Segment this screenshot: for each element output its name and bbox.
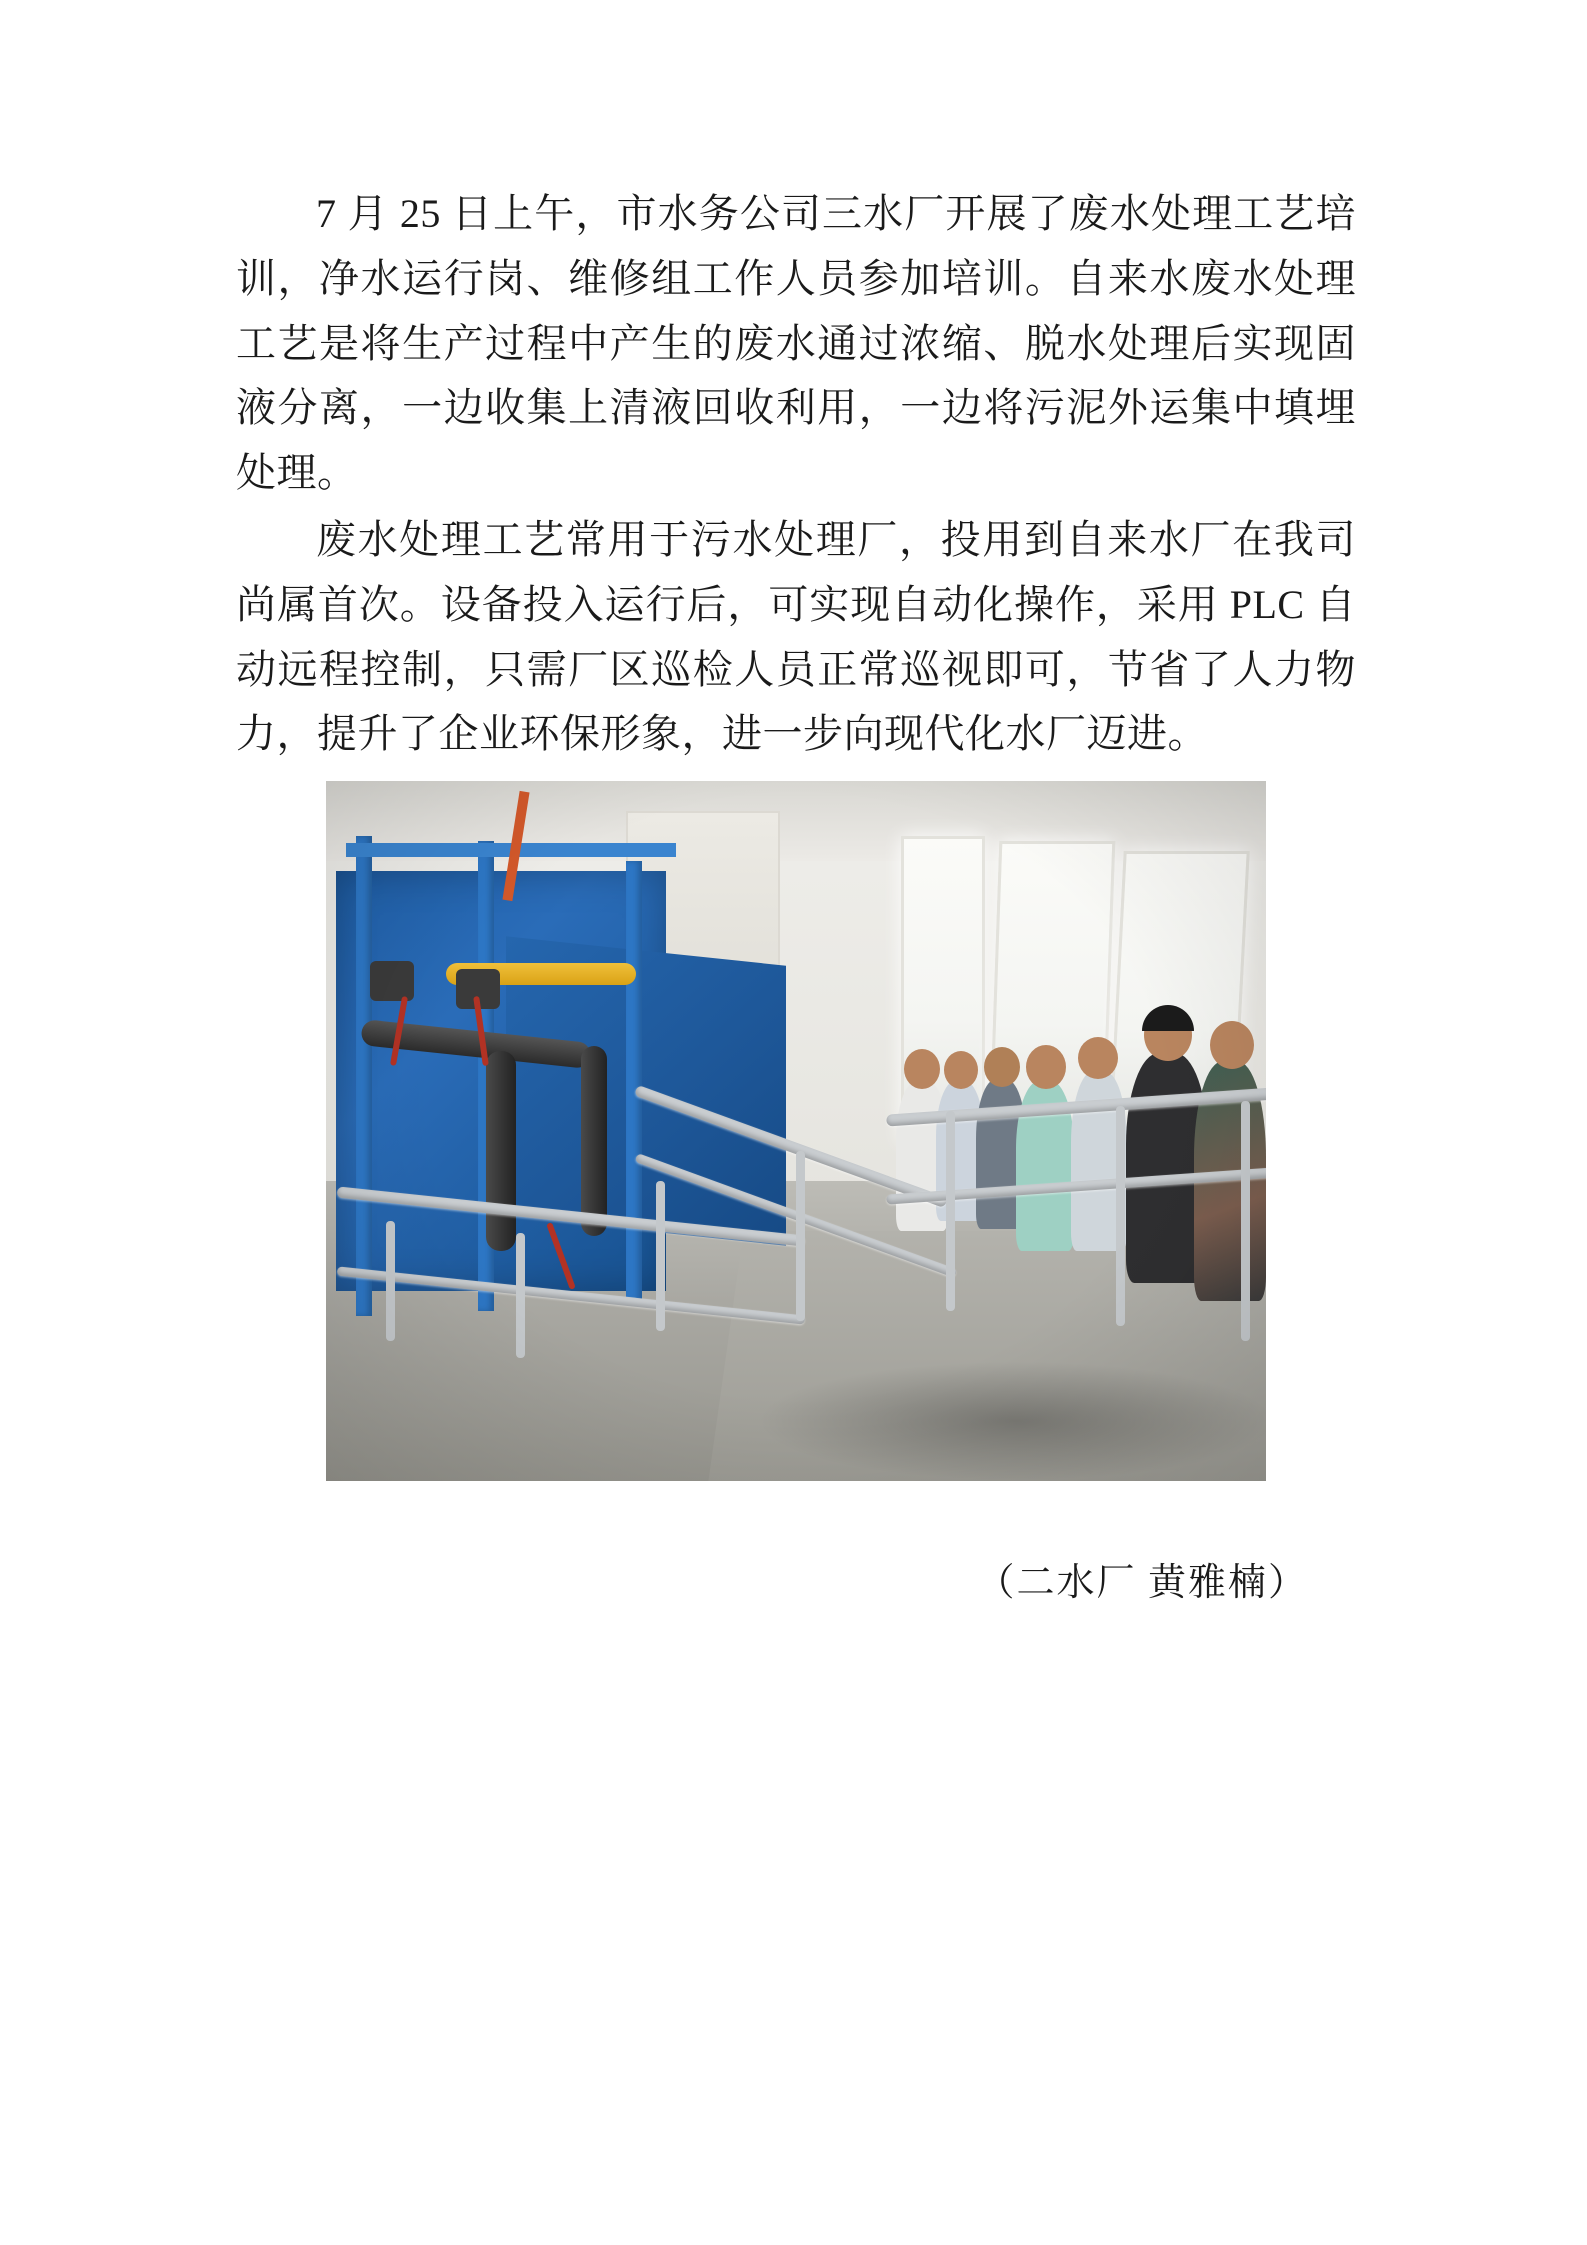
photo-vignette: [326, 781, 1266, 1481]
signature-line: （二水厂 黄雅楠）: [976, 1562, 1308, 1605]
figure-container: [236, 781, 1356, 1481]
training-photo: [326, 781, 1266, 1481]
paragraph-1: 7 月 25 日上午，市水务公司三水厂开展了废水处理工艺培训，净水运行岗、维修组工作人员参加培训。自来水废水处理工艺是将生产过程中产生的废水通过浓缩、脱水处理后实现固液分离，一边收集上清液回收利用，一边将污泥外运集中填埋处理。: [236, 191, 1356, 496]
document-body: [236, 182, 1356, 1606]
paragraph-2: 废水处理工艺常用于污水处理厂，投用到自来水厂在我司尚属首次。设备投入运行后，可实现自动化操作，采用 PLC 自动远程控制，只需厂区巡检人员正常巡视即可，节省了人力物力，提升了企业环保形象，进一步向现代化水厂迈进。: [236, 516, 1356, 757]
